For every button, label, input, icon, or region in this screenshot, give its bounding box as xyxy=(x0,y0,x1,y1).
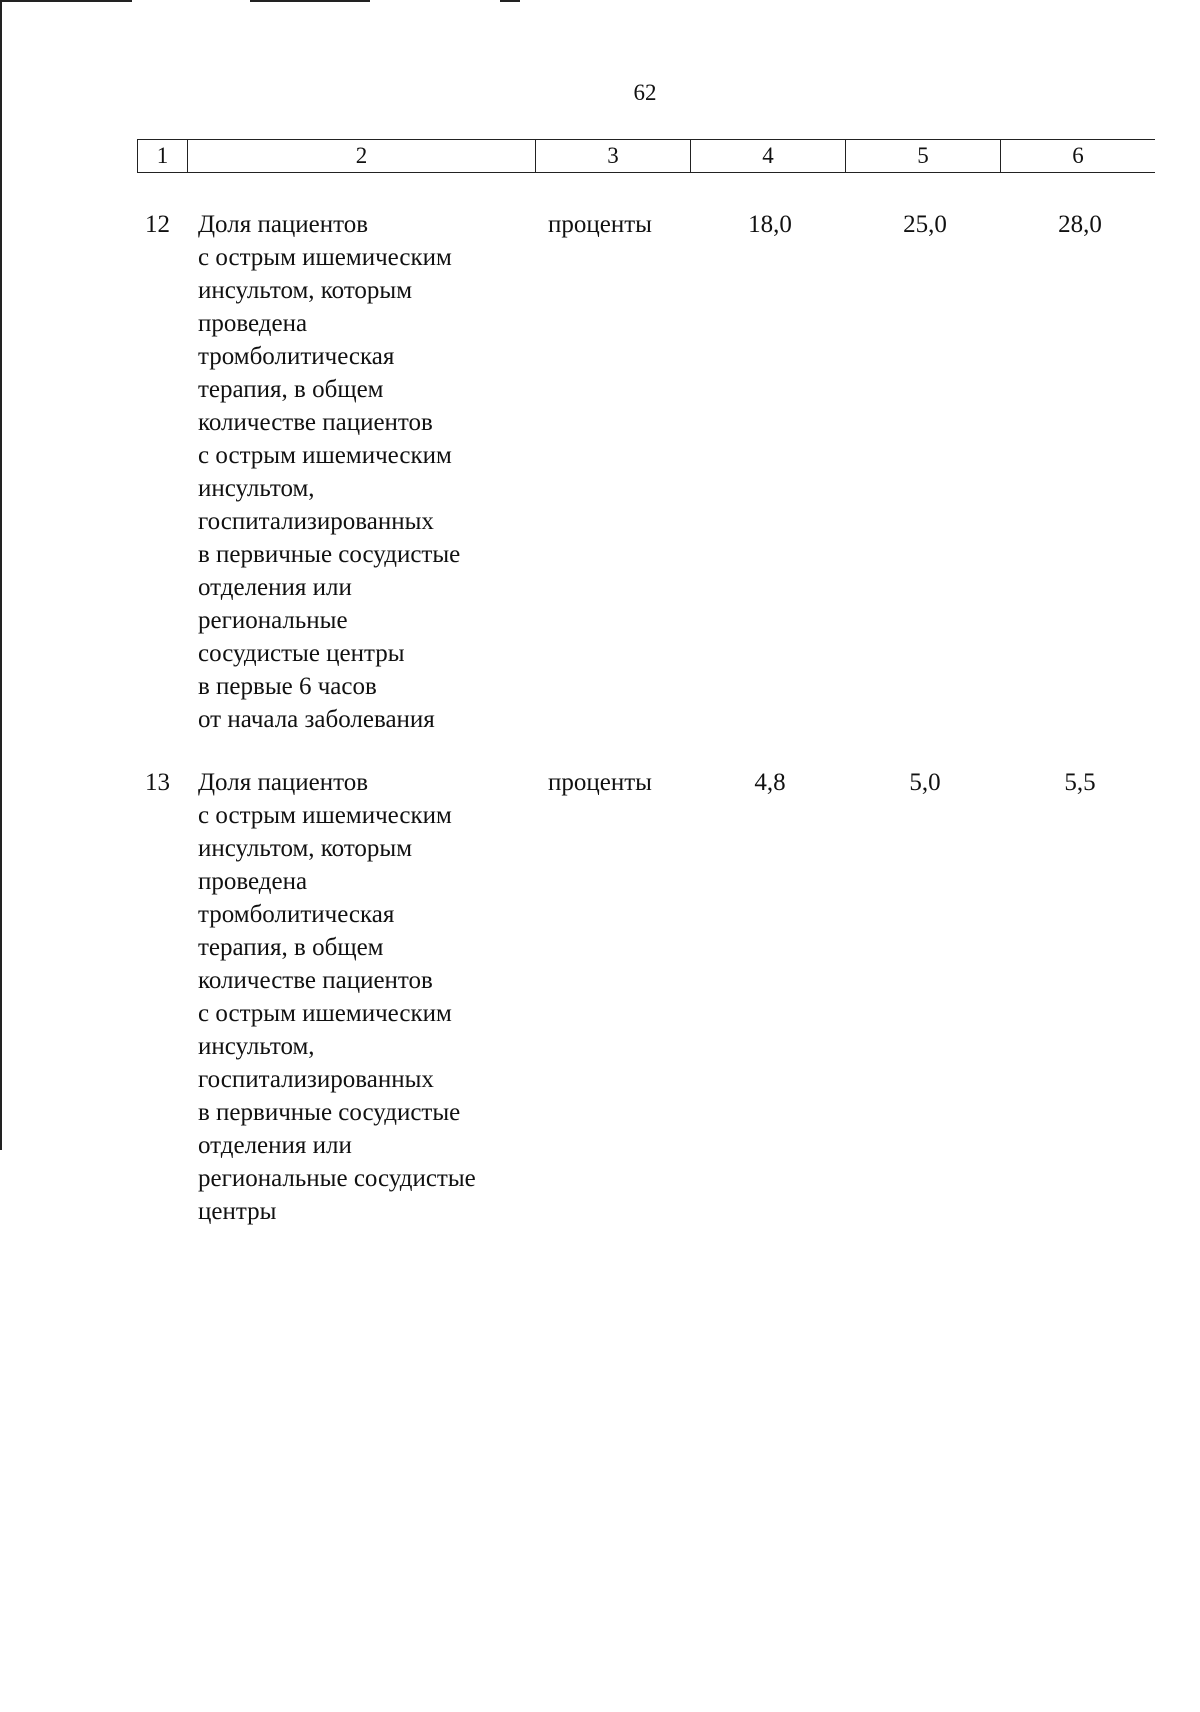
indicator-name-line: инсультом, xyxy=(198,1033,315,1060)
indicator-name-line: с острым ишемическим xyxy=(198,1000,452,1027)
indicator-name-line: проведена xyxy=(198,868,308,895)
indicator-name-line: с острым ишемическим xyxy=(198,442,452,469)
indicator-name-line: с острым ишемическим xyxy=(198,244,452,271)
header-col-4: 4 xyxy=(690,140,845,172)
indicator-name-line: от начала заболевания xyxy=(198,706,435,733)
indicator-name-line: в первые 6 часов xyxy=(198,673,377,700)
indicator-name-line: количестве пациентов xyxy=(198,409,433,436)
row-number: 12 xyxy=(145,211,170,238)
header-col-6: 6 xyxy=(1000,140,1155,172)
indicator-name-line: инсультом, xyxy=(198,475,315,502)
value-col-6: 5,5 xyxy=(1064,769,1096,796)
value-col-4: 4,8 xyxy=(754,769,786,796)
page-number: 62 xyxy=(633,80,657,105)
value-col-4: 18,0 xyxy=(748,211,792,238)
indicator-name xyxy=(198,208,538,736)
indicator-name-line: Доля пациентов xyxy=(198,769,369,796)
indicator-name xyxy=(198,766,538,1228)
indicator-name-line: отделения или xyxy=(198,574,352,601)
indicator-name-line: центры xyxy=(198,1198,277,1225)
value-col-6: 28,0 xyxy=(1058,211,1102,238)
indicator-name-line: отделения или xyxy=(198,1132,352,1159)
indicator-name-line: инсультом, которым xyxy=(198,277,413,304)
header-col-5: 5 xyxy=(845,140,1000,172)
scan-artifact-top-left xyxy=(0,0,132,2)
scan-artifact-top-right xyxy=(500,0,520,2)
value-col-5: 5,0 xyxy=(909,769,941,796)
indicator-name-line: тромболитическая xyxy=(198,901,395,928)
indicator-name-line: региональные сосудистые xyxy=(198,1165,476,1192)
indicator-name-line: в первичные сосудистые xyxy=(198,541,461,568)
indicator-name-line: сосудистые центры xyxy=(198,640,405,667)
indicator-name-line: в первичные сосудистые xyxy=(198,1099,461,1126)
indicator-name-line: Доля пациентов xyxy=(198,211,369,238)
header-col-3: 3 xyxy=(535,140,690,172)
header-col-1: 1 xyxy=(137,140,187,172)
indicator-name-line: количестве пациентов xyxy=(198,967,433,994)
indicator-name-line: госпитализированных xyxy=(198,508,434,535)
table-header xyxy=(137,139,1155,173)
scan-artifact-top-center xyxy=(250,0,370,2)
indicator-name-line: тромболитическая xyxy=(198,343,395,370)
row-number: 13 xyxy=(145,769,170,796)
indicator-name-line: терапия, в общем xyxy=(198,376,384,403)
unit-value: проценты xyxy=(548,211,652,238)
indicator-name-line: региональные xyxy=(198,607,348,634)
header-col-2: 2 xyxy=(187,140,535,172)
indicator-name-line: госпитализированных xyxy=(198,1066,434,1093)
unit-value: проценты xyxy=(548,769,652,796)
indicator-name-line: терапия, в общем xyxy=(198,934,384,961)
indicator-name-line: с острым ишемическим xyxy=(198,802,452,829)
indicator-name-line: проведена xyxy=(198,310,308,337)
value-col-5: 25,0 xyxy=(903,211,947,238)
scan-artifact-left-edge xyxy=(0,0,2,1150)
indicator-name-line: инсультом, которым xyxy=(198,835,413,862)
